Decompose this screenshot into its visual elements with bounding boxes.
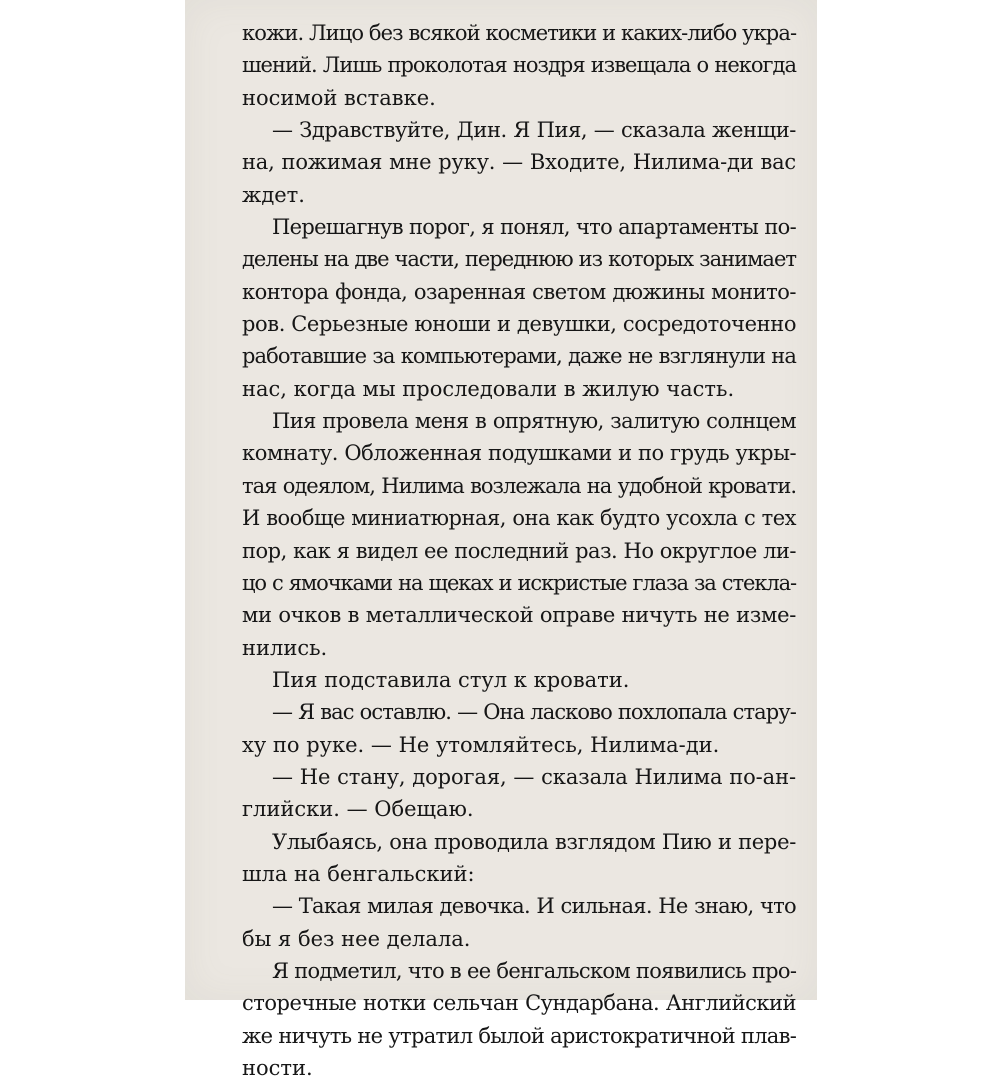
text-line: цо с ямочками на щеках и искристые глаза за стекла- [242, 570, 796, 595]
text-line: кожи. Лицо без всякой косметики и каких-либо укра- [242, 21, 797, 45]
text-line: на, пожимая мне руку. — Входите, Нилима-ди вас [242, 150, 796, 175]
text-line: ждет. [242, 182, 305, 207]
text-line: шла на бенгальский: [242, 861, 475, 886]
text-line: Улыбаясь, она проводила взглядом Пию и пере- [272, 829, 796, 854]
text-line: — Я вас оставлю. — Она ласково похлопала стару- [272, 700, 796, 725]
text-line: ров. Серьезные юноши и девушки, сосредоточенно [242, 312, 797, 337]
text-line: комнату. Обложенная подушками и по грудь укры- [242, 441, 797, 466]
text-line: — Такая милая девочка. И сильная. Не знаю, что [272, 894, 796, 919]
text-line: — Здравствуйте, Дин. Я Пия, — сказала женщи- [272, 118, 796, 143]
text-line: Я подметил, что в ее бенгальском появились про- [272, 958, 797, 983]
text-line: Перешагнув порог, я понял, что апартаменты по- [272, 215, 796, 240]
text-line: И вообще миниатюрная, она как будто усохла с тех [242, 506, 796, 531]
text-line: сторечные нотки сельчан Сундарбана. Английский [242, 991, 796, 1016]
text-line: нас, когда мы проследовали в жилую часть. [242, 376, 735, 401]
text-line: ми очков в металлической оправе ничуть не изме- [242, 603, 796, 628]
text-line: глийски. — Обещаю. [242, 797, 474, 822]
text-line: — Не стану, дорогая, — сказала Нилима по-ан- [272, 764, 796, 789]
text-line: шений. Лишь проколотая ноздря извещала о некогда [242, 53, 796, 78]
text-line: контора фонда, озаренная светом дюжины монито- [242, 279, 796, 304]
text-line: бы я без нее делала. [242, 926, 471, 951]
text-line: ху по руке. — Не утомляйтесь, Нилима-ди. [242, 732, 720, 757]
text-line: ности. [242, 1056, 313, 1080]
text-line: Пия подставила стул к кровати. [272, 667, 630, 692]
page-text [242, 17, 796, 1084]
text-line: тая одеялом, Нилима возлежала на удобной кровати. [242, 473, 796, 498]
text-line: работавшие за компьютерами, даже не взглянули на [242, 344, 796, 369]
text-line: же ничуть не утратил былой аристократичной плав- [242, 1023, 797, 1048]
text-line: носимой вставке. [242, 85, 436, 110]
text-line: делены на две части, переднюю из которых занимает [242, 247, 796, 272]
text-line: нились. [242, 635, 328, 660]
text-line: пор, как я видел ее последний раз. Но округлое ли- [242, 538, 796, 563]
text-line: Пия провела меня в опрятную, залитую солнцем [272, 409, 796, 434]
